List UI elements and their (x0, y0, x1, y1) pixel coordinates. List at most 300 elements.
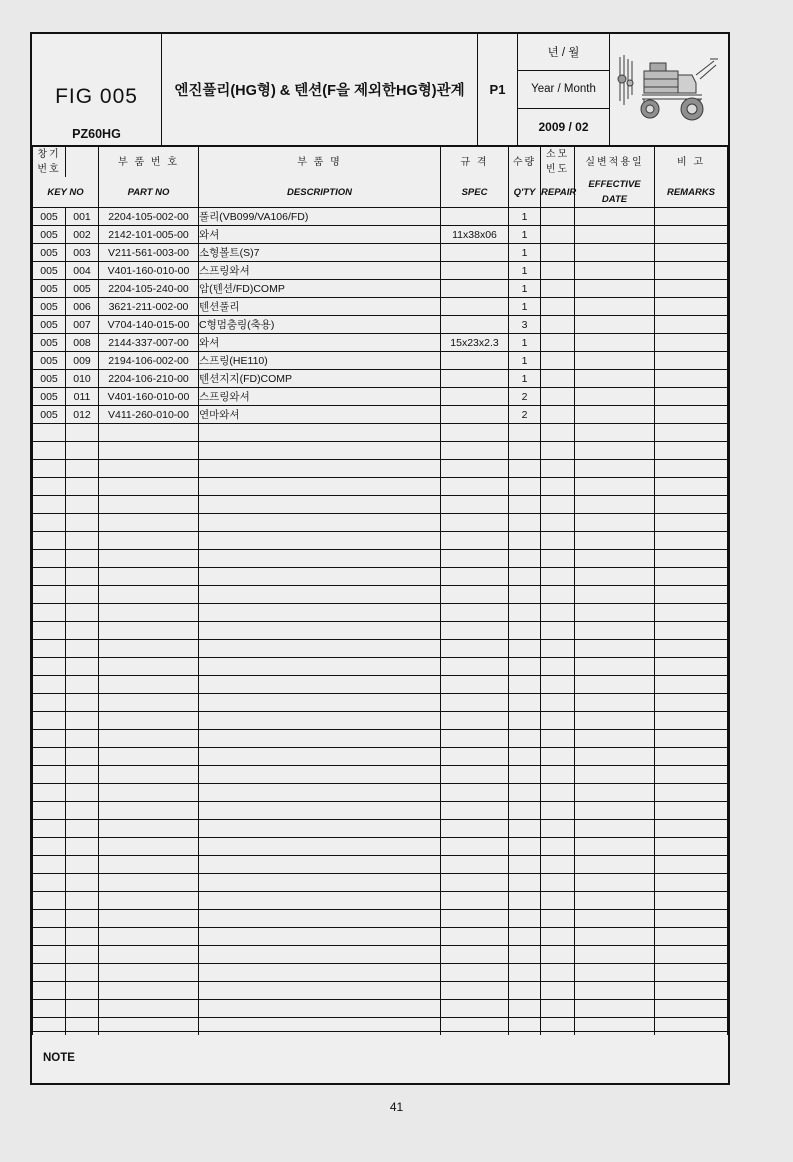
cell-empty (541, 622, 575, 640)
cell-key-no-1: 005 (33, 298, 66, 316)
cell-empty (66, 478, 99, 496)
table-row (33, 406, 728, 424)
cell-empty (655, 1000, 728, 1018)
cell-empty (33, 496, 66, 514)
cell-effective-date (575, 388, 655, 406)
cell-spec (441, 280, 509, 298)
cell-repair (541, 352, 575, 370)
cell-effective-date (575, 226, 655, 244)
cell-empty (575, 928, 655, 946)
cell-empty (541, 676, 575, 694)
table-row-empty (33, 442, 728, 460)
cell-empty (541, 874, 575, 892)
machine-illustration (610, 34, 728, 145)
cell-empty (33, 712, 66, 730)
cell-remarks (655, 352, 728, 370)
cell-empty (509, 928, 541, 946)
table-row-empty (33, 676, 728, 694)
cell-empty (66, 766, 99, 784)
table-body (33, 208, 728, 1036)
cell-empty (33, 784, 66, 802)
cell-empty (575, 424, 655, 442)
cell-empty (575, 622, 655, 640)
cell-empty (655, 532, 728, 550)
cell-empty (575, 658, 655, 676)
cell-empty (509, 784, 541, 802)
cell-empty (199, 676, 441, 694)
cell-empty (509, 568, 541, 586)
cell-key-no-1: 005 (33, 280, 66, 298)
cell-description: 소형볼트(S)7 (199, 244, 441, 262)
cell-empty (33, 622, 66, 640)
cell-empty (441, 550, 509, 568)
table-row-empty (33, 424, 728, 442)
cell-empty (541, 892, 575, 910)
cell-empty (655, 982, 728, 1000)
cell-empty (33, 892, 66, 910)
cell-empty (199, 820, 441, 838)
cell-empty (199, 478, 441, 496)
cell-remarks (655, 208, 728, 226)
cell-empty (655, 820, 728, 838)
cell-empty (541, 910, 575, 928)
table-row-empty (33, 766, 728, 784)
cell-empty (509, 496, 541, 514)
table-row (33, 262, 728, 280)
cell-key-no-1: 005 (33, 388, 66, 406)
table-row (33, 388, 728, 406)
cell-spec: 15x23x2.3 (441, 334, 509, 352)
cell-empty (655, 586, 728, 604)
table-row-empty (33, 694, 728, 712)
cell-empty (66, 424, 99, 442)
cell-empty (199, 874, 441, 892)
cell-empty (655, 892, 728, 910)
cell-empty (541, 982, 575, 1000)
cell-empty (541, 766, 575, 784)
cell-repair (541, 316, 575, 334)
cell-empty (541, 730, 575, 748)
cell-key-no-2: 002 (66, 226, 99, 244)
cell-empty (509, 586, 541, 604)
table-row (33, 370, 728, 388)
cell-description: 와셔 (199, 226, 441, 244)
cell-empty (441, 856, 509, 874)
cell-empty (509, 892, 541, 910)
cell-empty (509, 748, 541, 766)
cell-qty: 1 (509, 262, 541, 280)
cell-empty (99, 622, 199, 640)
cell-empty (541, 712, 575, 730)
cell-empty (99, 640, 199, 658)
cell-spec (441, 244, 509, 262)
cell-empty (575, 676, 655, 694)
cell-empty (441, 478, 509, 496)
cell-empty (441, 712, 509, 730)
cell-key-no-1: 005 (33, 370, 66, 388)
assembly-description: 엔진풀리(HG형) & 텐션(F을 제외한HG형)관계 (162, 34, 478, 145)
table-row-empty (33, 982, 728, 1000)
cell-empty (575, 460, 655, 478)
cell-empty (509, 442, 541, 460)
cell-empty (99, 910, 199, 928)
cell-key-no-2: 003 (66, 244, 99, 262)
cell-empty (33, 550, 66, 568)
cell-empty (575, 802, 655, 820)
parts-table-container (32, 146, 728, 1035)
col-header-qty-kr: 수량 (509, 147, 541, 178)
model-name: PZ60HG (72, 127, 121, 141)
col-header-spacer-kr (66, 147, 99, 178)
cell-empty (33, 568, 66, 586)
cell-empty (541, 838, 575, 856)
cell-spec (441, 406, 509, 424)
note-block (32, 1031, 728, 1083)
tractor-icon (614, 49, 724, 131)
cell-key-no-1: 005 (33, 226, 66, 244)
cell-empty (66, 604, 99, 622)
cell-empty (66, 946, 99, 964)
cell-empty (33, 946, 66, 964)
cell-remarks (655, 244, 728, 262)
cell-empty (199, 730, 441, 748)
table-row-empty (33, 910, 728, 928)
cell-empty (99, 568, 199, 586)
cell-empty (441, 586, 509, 604)
cell-empty (66, 964, 99, 982)
cell-empty (441, 928, 509, 946)
cell-empty (441, 622, 509, 640)
cell-empty (33, 964, 66, 982)
cell-empty (99, 676, 199, 694)
cell-empty (199, 424, 441, 442)
cell-empty (575, 586, 655, 604)
table-row (33, 352, 728, 370)
cell-empty (441, 532, 509, 550)
cell-description: 스프링와셔 (199, 388, 441, 406)
cell-part-no: 2204-105-002-00 (99, 208, 199, 226)
cell-empty (33, 424, 66, 442)
cell-empty (199, 694, 441, 712)
cell-empty (441, 784, 509, 802)
cell-empty (441, 604, 509, 622)
cell-empty (33, 694, 66, 712)
col-header-spec-kr: 규 격 (441, 147, 509, 178)
cell-empty (541, 856, 575, 874)
cell-empty (575, 496, 655, 514)
cell-key-no-2: 011 (66, 388, 99, 406)
cell-empty (509, 712, 541, 730)
cell-empty (655, 640, 728, 658)
col-header-description-en: DESCRIPTION (199, 177, 441, 208)
cell-empty (509, 766, 541, 784)
cell-empty (575, 640, 655, 658)
col-header-effective-en: EFFECTIVE DATE (575, 177, 655, 208)
figure-title: FIG 005 (55, 84, 138, 108)
cell-empty (99, 658, 199, 676)
cell-empty (199, 946, 441, 964)
cell-empty (199, 640, 441, 658)
table-row-empty (33, 640, 728, 658)
cell-empty (575, 946, 655, 964)
cell-empty (541, 586, 575, 604)
cell-empty (575, 532, 655, 550)
cell-empty (655, 496, 728, 514)
cell-empty (575, 982, 655, 1000)
cell-empty (199, 532, 441, 550)
cell-empty (33, 532, 66, 550)
table-row-empty (33, 928, 728, 946)
cell-empty (541, 658, 575, 676)
cell-empty (509, 874, 541, 892)
date-label-en: Year / Month (518, 71, 609, 108)
cell-empty (99, 946, 199, 964)
cell-empty (199, 586, 441, 604)
cell-empty (509, 622, 541, 640)
cell-empty (99, 1000, 199, 1018)
cell-empty (441, 910, 509, 928)
cell-empty (66, 838, 99, 856)
cell-empty (33, 874, 66, 892)
cell-empty (575, 550, 655, 568)
table-row-empty (33, 514, 728, 532)
cell-empty (99, 424, 199, 442)
cell-empty (441, 568, 509, 586)
col-header-keyno-en: KEY NO (33, 177, 99, 208)
cell-empty (66, 820, 99, 838)
table-row-empty (33, 730, 728, 748)
note-label: NOTE (43, 1051, 75, 1064)
cell-description: 텐션지지(FD)COMP (199, 370, 441, 388)
cell-empty (33, 604, 66, 622)
cell-remarks (655, 388, 728, 406)
cell-remarks (655, 298, 728, 316)
date-value: 2009 / 02 (538, 119, 589, 134)
table-row (33, 298, 728, 316)
cell-empty (575, 856, 655, 874)
cell-empty (33, 658, 66, 676)
cell-empty (655, 478, 728, 496)
cell-empty (655, 784, 728, 802)
cell-empty (509, 964, 541, 982)
cell-repair (541, 298, 575, 316)
cell-description: 암(텐션/FD)COMP (199, 280, 441, 298)
col-header-spec-en: SPEC (441, 177, 509, 208)
cell-remarks (655, 370, 728, 388)
cell-description: C형멈춤링(축용) (199, 316, 441, 334)
cell-remarks (655, 280, 728, 298)
cell-empty (441, 802, 509, 820)
cell-empty (541, 478, 575, 496)
cell-empty (66, 1000, 99, 1018)
cell-empty (541, 946, 575, 964)
cell-empty (509, 424, 541, 442)
cell-empty (33, 766, 66, 784)
cell-description: 스프링와셔 (199, 262, 441, 280)
table-row (33, 208, 728, 226)
cell-qty: 1 (509, 208, 541, 226)
cell-empty (575, 478, 655, 496)
cell-empty (541, 442, 575, 460)
cell-empty (441, 424, 509, 442)
cell-empty (441, 964, 509, 982)
cell-empty (441, 442, 509, 460)
cell-empty (33, 640, 66, 658)
cell-empty (655, 694, 728, 712)
col-header-keyno-kr: 창기번호 (33, 147, 66, 178)
cell-empty (509, 658, 541, 676)
cell-empty (655, 658, 728, 676)
table-row-empty (33, 838, 728, 856)
cell-remarks (655, 316, 728, 334)
cell-empty (575, 910, 655, 928)
cell-empty (575, 874, 655, 892)
cell-empty (655, 676, 728, 694)
parts-table (32, 146, 728, 1035)
cell-empty (66, 928, 99, 946)
col-header-effective-kr: 실변적용일 (575, 147, 655, 178)
cell-empty (199, 838, 441, 856)
cell-empty (99, 766, 199, 784)
cell-description: 텐션풀리 (199, 298, 441, 316)
cell-empty (441, 730, 509, 748)
cell-empty (99, 892, 199, 910)
cell-part-no: 3621-211-002-00 (99, 298, 199, 316)
cell-empty (99, 982, 199, 1000)
cell-empty (199, 964, 441, 982)
table-row-empty (33, 802, 728, 820)
cell-empty (655, 442, 728, 460)
cell-empty (441, 676, 509, 694)
cell-empty (509, 982, 541, 1000)
cell-empty (199, 604, 441, 622)
cell-empty (66, 532, 99, 550)
cell-empty (655, 748, 728, 766)
cell-empty (441, 496, 509, 514)
table-row-empty (33, 550, 728, 568)
cell-description: 연마와셔 (199, 406, 441, 424)
cell-empty (541, 928, 575, 946)
header-row-kr (33, 147, 728, 178)
cell-empty (441, 874, 509, 892)
table-row-empty (33, 586, 728, 604)
cell-empty (541, 550, 575, 568)
sheet-header (32, 34, 728, 146)
cell-empty (99, 784, 199, 802)
cell-spec (441, 208, 509, 226)
cell-repair (541, 244, 575, 262)
cell-empty (66, 748, 99, 766)
cell-empty (199, 658, 441, 676)
cell-empty (99, 712, 199, 730)
cell-empty (199, 442, 441, 460)
cell-qty: 2 (509, 406, 541, 424)
cell-empty (575, 766, 655, 784)
cell-empty (575, 838, 655, 856)
cell-effective-date (575, 316, 655, 334)
cell-empty (541, 532, 575, 550)
cell-empty (575, 1000, 655, 1018)
cell-empty (441, 640, 509, 658)
cell-empty (66, 784, 99, 802)
cell-empty (199, 892, 441, 910)
cell-empty (441, 748, 509, 766)
cell-empty (199, 802, 441, 820)
page-number: 41 (389, 1100, 404, 1114)
cell-empty (509, 730, 541, 748)
date-label-kr: 년 / 월 (518, 34, 609, 71)
col-header-remarks-en: REMARKS (655, 177, 728, 208)
cell-empty (655, 928, 728, 946)
table-row-empty (33, 964, 728, 982)
cell-empty (655, 568, 728, 586)
cell-qty: 3 (509, 316, 541, 334)
cell-empty (33, 460, 66, 478)
cell-empty (509, 550, 541, 568)
cell-empty (509, 694, 541, 712)
cell-qty: 1 (509, 244, 541, 262)
cell-empty (541, 802, 575, 820)
cell-empty (541, 424, 575, 442)
cell-spec (441, 370, 509, 388)
cell-part-no: V401-160-010-00 (99, 262, 199, 280)
cell-empty (441, 514, 509, 532)
cell-empty (66, 856, 99, 874)
col-header-repair-kr: 소모빈도 (541, 147, 575, 178)
date-block (518, 34, 610, 145)
table-row-empty (33, 568, 728, 586)
cell-empty (66, 712, 99, 730)
header-row-en (33, 177, 728, 208)
table-row-empty (33, 532, 728, 550)
cell-empty (99, 478, 199, 496)
cell-empty (66, 730, 99, 748)
cell-empty (655, 730, 728, 748)
cell-empty (575, 820, 655, 838)
cell-empty (33, 676, 66, 694)
cell-key-no-1: 005 (33, 352, 66, 370)
cell-effective-date (575, 280, 655, 298)
cell-empty (575, 514, 655, 532)
cell-empty (33, 586, 66, 604)
cell-empty (33, 910, 66, 928)
cell-empty (441, 460, 509, 478)
cell-empty (66, 442, 99, 460)
cell-empty (66, 622, 99, 640)
cell-effective-date (575, 262, 655, 280)
table-row-empty (33, 748, 728, 766)
table-row-empty (33, 784, 728, 802)
table-head (33, 147, 728, 208)
cell-empty (541, 460, 575, 478)
cell-empty (655, 946, 728, 964)
cell-part-no: V704-140-015-00 (99, 316, 199, 334)
cell-empty (99, 964, 199, 982)
table-row-empty (33, 712, 728, 730)
col-header-partno-kr: 부 품 번 호 (99, 147, 199, 178)
cell-empty (509, 838, 541, 856)
cell-empty (66, 874, 99, 892)
cell-empty (99, 820, 199, 838)
cell-empty (33, 820, 66, 838)
cell-key-no-2: 007 (66, 316, 99, 334)
table-row (33, 334, 728, 352)
cell-empty (541, 604, 575, 622)
cell-repair (541, 334, 575, 352)
cell-empty (199, 460, 441, 478)
cell-empty (66, 568, 99, 586)
cell-empty (655, 514, 728, 532)
